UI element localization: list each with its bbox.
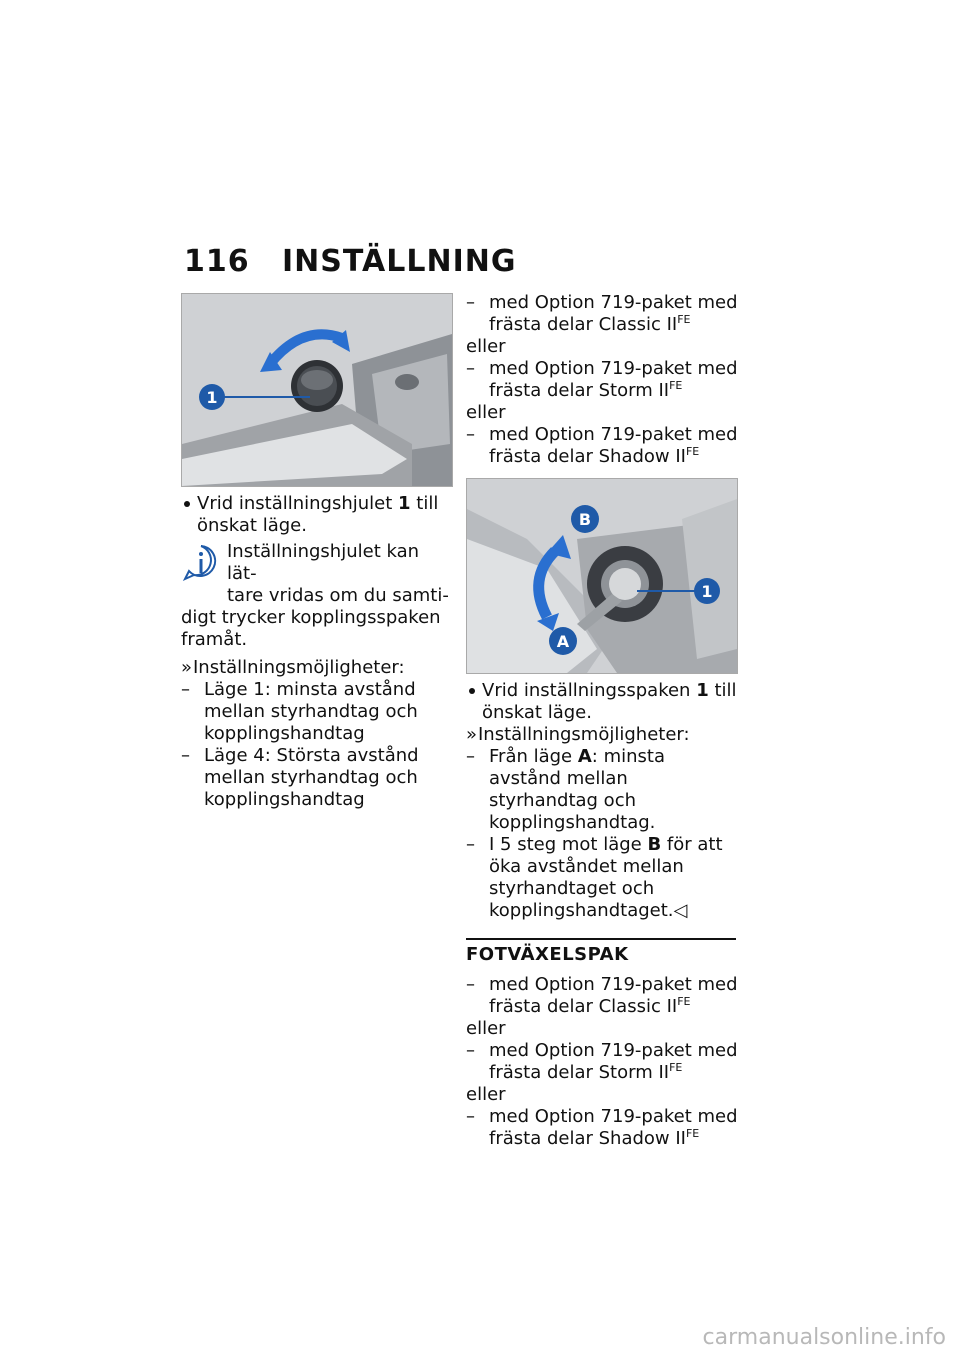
variant-item: – med Option 719-paket med frästa delar Storm $II^{FE}$ [466,358,738,401]
clutch-adjuster-wheel-figure [181,293,453,487]
result-line: » Inställningsmöjligheter: [181,657,405,678]
chapter-title: INSTÄLLNING [282,244,517,279]
or-text: eller [466,1018,506,1039]
left-column [181,293,453,811]
option-item: – I 5 steg mot läge B för att öka avståndet mellan styrhandtaget och kopplingshandtaget.◁ [466,834,723,921]
clutch-adjuster-lever-figure [466,478,738,674]
info-icon [181,543,221,583]
result-line: » Inställningsmöjligheter: [466,724,690,745]
option-item: – Läge 1: minsta avstånd mellan styrhandtag och kopplingshandtag [181,679,418,744]
option-item: – Läge 4: Största avstånd mellan styrhandtag och kopplingshandtag [181,745,419,810]
variant-item: – med Option 719-paket med frästa delar Storm $II^{FE}$ [466,1040,738,1083]
or-text: eller [466,402,506,423]
watermark: carmanualsonline.info [702,1325,946,1350]
variant-item: – med Option 719-paket med frästa delar Shadow $II^{FE}$ [466,424,738,467]
option-item: – Från läge A: minsta avstånd mellan styrhandtag och kopplingshandtag. [466,746,665,833]
callout-1-label: 1 [701,582,713,601]
callout-1-label: 1 [206,388,218,407]
or-text: eller [466,336,506,357]
end-mark: ◁ [673,900,688,921]
variant-item: – med Option 719-paket med frästa delar Shadow $II^{FE}$ [466,1106,738,1149]
position-a-label: A [556,632,570,651]
page-header [184,244,516,279]
variant-item: – med Option 719-paket med frästa delar Classic $II^{FE}$ [466,974,738,1017]
or-text: eller [466,1084,506,1105]
instruction-step: Vrid inställningshjulet 1 till önskat läge. [181,493,453,537]
section-divider [466,938,736,940]
section-title: FOTVÄXELSPAK [466,944,629,965]
variant-item: – med Option 719-paket med frästa delar Classic $II^{FE}$ [466,292,738,335]
page-number: 116 [184,244,250,279]
instruction-step: Vrid inställningsspaken 1 till önskat läge. [466,680,738,724]
right-column [466,292,738,1150]
position-b-label: B [578,510,592,529]
info-note: Inställningshjulet kan lät- tare vridas om du samti- digt trycker kopplingsspaken framåt. [181,541,449,650]
